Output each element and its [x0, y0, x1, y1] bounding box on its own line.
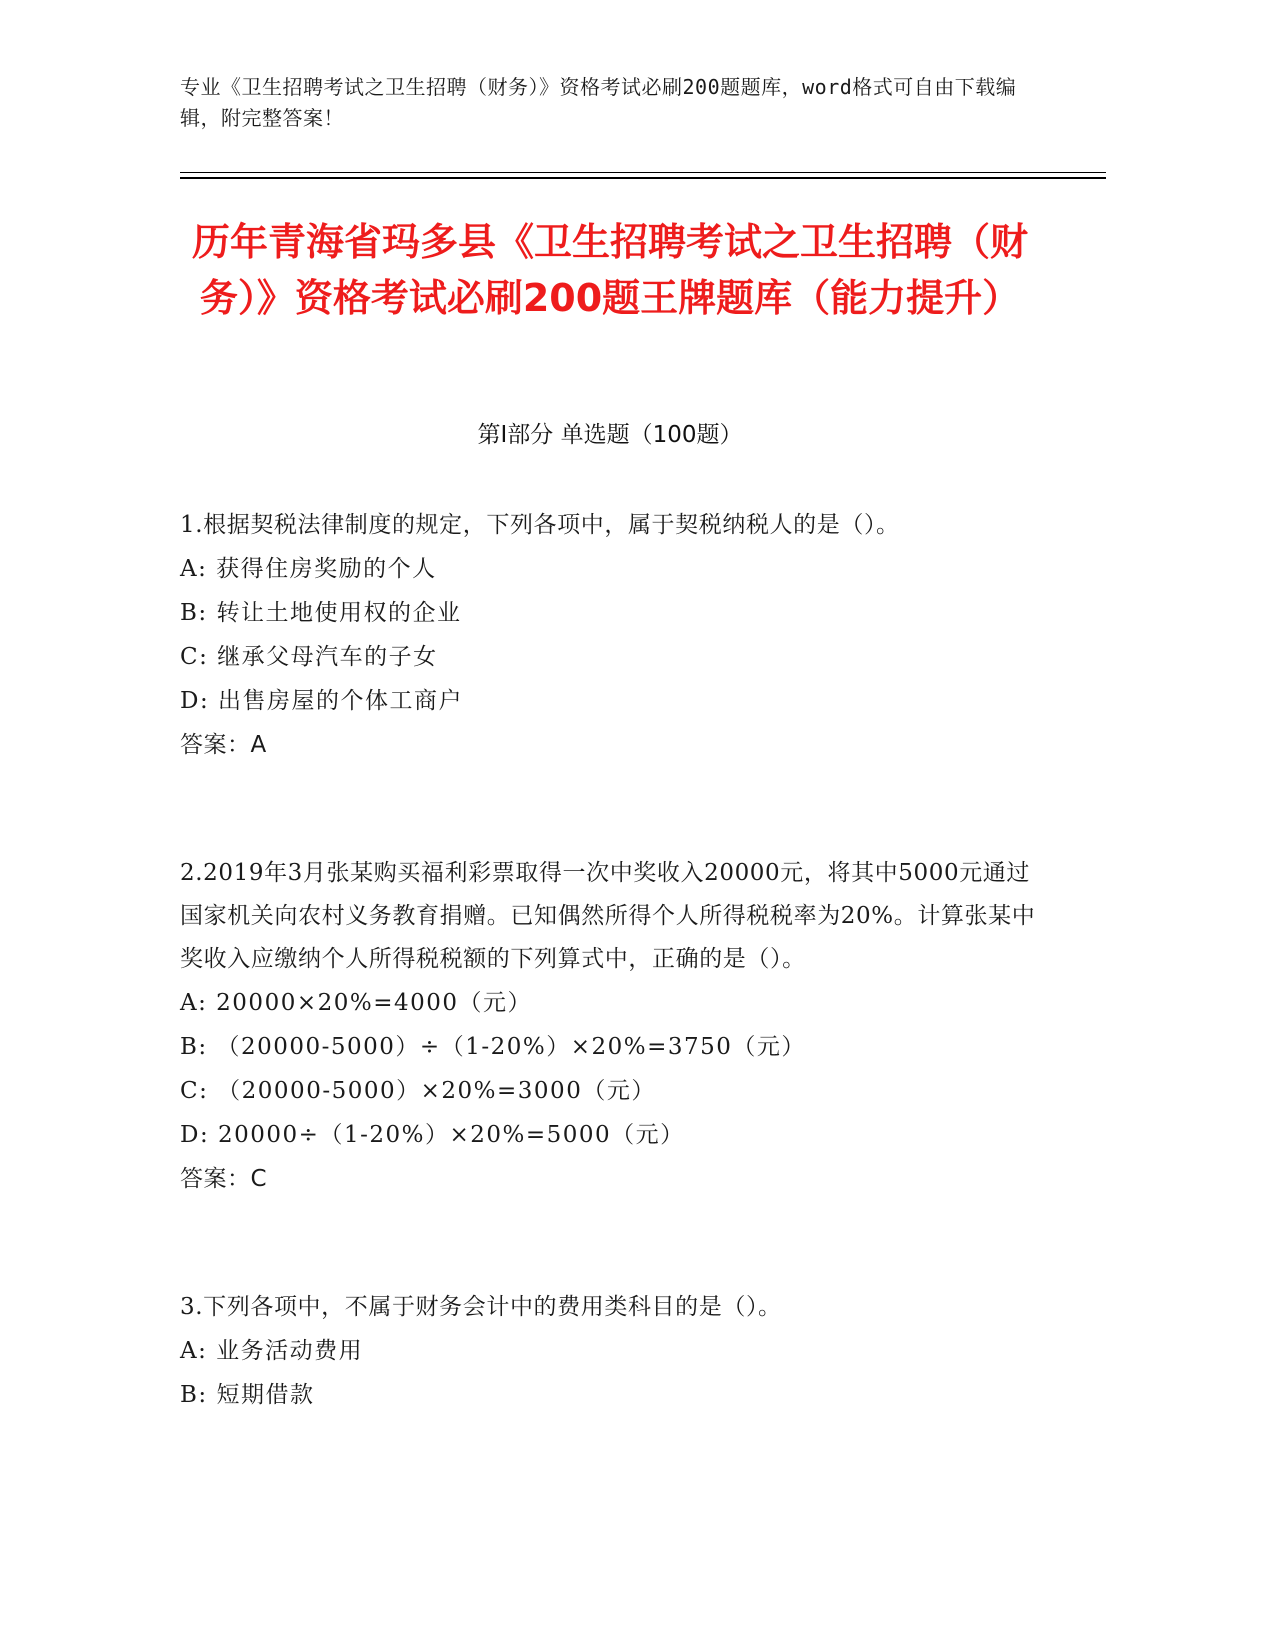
option-b: B: （20000-5000）÷（1-20%）×20%=3750（元） [180, 1034, 806, 1060]
option-a: A: 业务活动费用 [180, 1338, 364, 1364]
option-b: B: 转让土地使用权的企业 [180, 600, 462, 626]
header-note: 专业《卫生招聘考试之卫生招聘（财务）》资格考试必刷200题题库，word格式可自由下载编辑，附完整答案！ [180, 75, 1017, 130]
document-title: 历年青海省玛多县《卫生招聘考试之卫生招聘（财务）》资格考试必刷200题王牌题库（能力提升） [191, 220, 1028, 320]
question-item [180, 1286, 1040, 1417]
question-item [180, 852, 1040, 1201]
option-c: C: （20000-5000）×20%=3000（元） [180, 1078, 656, 1104]
question-stem: 1.根据契税法律制度的规定，下列各项中，属于契税纳税人的是（）。 [180, 512, 900, 538]
question-item [180, 504, 1040, 767]
section-title: 第Ⅰ部分 单选题（100题） [477, 422, 743, 448]
header-divider-thick [180, 177, 1106, 179]
option-a: A: 20000×20%=4000（元） [180, 990, 533, 1016]
option-c: C: 继承父母汽车的子女 [180, 644, 438, 670]
header-divider-thin [180, 172, 1106, 173]
option-d: D: 20000÷（1-20%）×20%=5000（元） [180, 1122, 685, 1148]
option-b: B: 短期借款 [180, 1382, 315, 1408]
answer-line: 答案：A [180, 732, 267, 758]
question-stem: 2.2019年3月张某购买福利彩票取得一次中奖收入20000元，将其中5000元通过国家机关向农村义务教育捐赠。已知偶然所得个人所得税税率为20%。计算张某中奖收入应缴纳个人所得税税额的下列算式中，正确的是（）。 [180, 860, 1036, 972]
option-a: A: 获得住房奖励的个人 [180, 556, 437, 582]
answer-line: 答案：C [180, 1166, 268, 1192]
option-d: D: 出售房屋的个体工商户 [180, 688, 464, 714]
question-stem: 3.下列各项中，不属于财务会计中的费用类科目的是（）。 [180, 1294, 782, 1320]
